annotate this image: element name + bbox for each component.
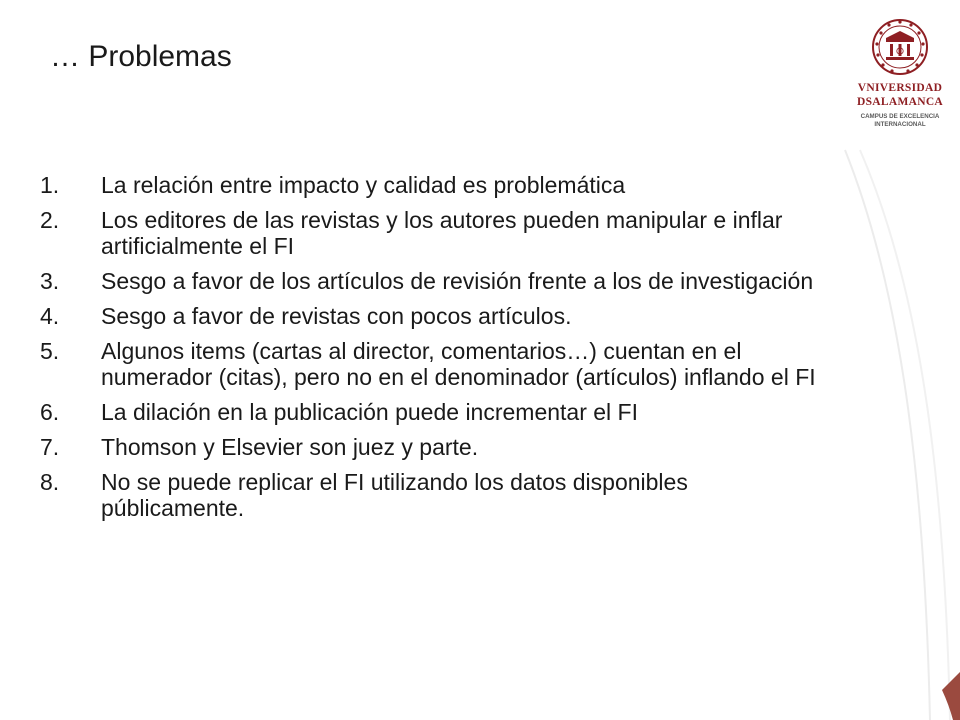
list-item-text: La relación entre impacto y calidad es problemática <box>101 172 626 198</box>
list-item-number: 7. <box>40 434 60 460</box>
list-item-text: Sesgo a favor de revistas con pocos artículos. <box>101 303 572 329</box>
list-item-text: La dilación en la publicación puede incrementar el FI <box>101 399 638 425</box>
list-item-number: 8. <box>40 469 60 495</box>
list-item-text: No se puede replicar el FI utilizando los datos disponibles públicamente. <box>101 469 688 521</box>
list-item-number: 5. <box>40 338 60 364</box>
list-item <box>40 399 850 425</box>
list-item <box>40 434 850 460</box>
list-item <box>40 207 850 259</box>
list-item <box>40 268 850 294</box>
campus-label-line-1: CAMPUS DE EXCELENCIA <box>860 113 940 120</box>
slide-title: … Problemas <box>50 40 232 73</box>
university-name-line-1: VNIVERSIDAD <box>857 82 943 94</box>
university-name-line-2: DSALAMANCA <box>856 96 944 108</box>
decorative-curve <box>845 150 930 720</box>
university-seal-icon <box>871 16 929 78</box>
decorative-curve <box>860 150 950 720</box>
campus-label-line-2: INTERNACIONAL <box>874 121 926 128</box>
list-item <box>40 303 850 329</box>
university-logo <box>855 16 945 131</box>
list-item-number: 2. <box>40 207 60 233</box>
list-item-number: 1. <box>40 172 60 198</box>
list-item-text: Algunos items (cartas al director, comentarios…) cuentan en el numerador (citas), pero no en el denominador (artículos) inflando el FI <box>101 338 816 390</box>
list-item-text: Los editores de las revistas y los autores pueden manipular e inflar artificialmente el FI <box>101 207 783 259</box>
list-item <box>40 338 850 390</box>
list-item <box>40 172 850 198</box>
problem-list <box>40 172 850 530</box>
list-item-text: Sesgo a favor de los artículos de revisión frente a los de investigación <box>101 268 814 294</box>
list-item-text: Thomson y Elsevier son juez y parte. <box>101 434 479 460</box>
list-item-number: 6. <box>40 399 60 425</box>
list-item-number: 4. <box>40 303 60 329</box>
list-item <box>40 469 850 521</box>
accent-stripe <box>942 672 960 720</box>
list-item-number: 3. <box>40 268 60 294</box>
